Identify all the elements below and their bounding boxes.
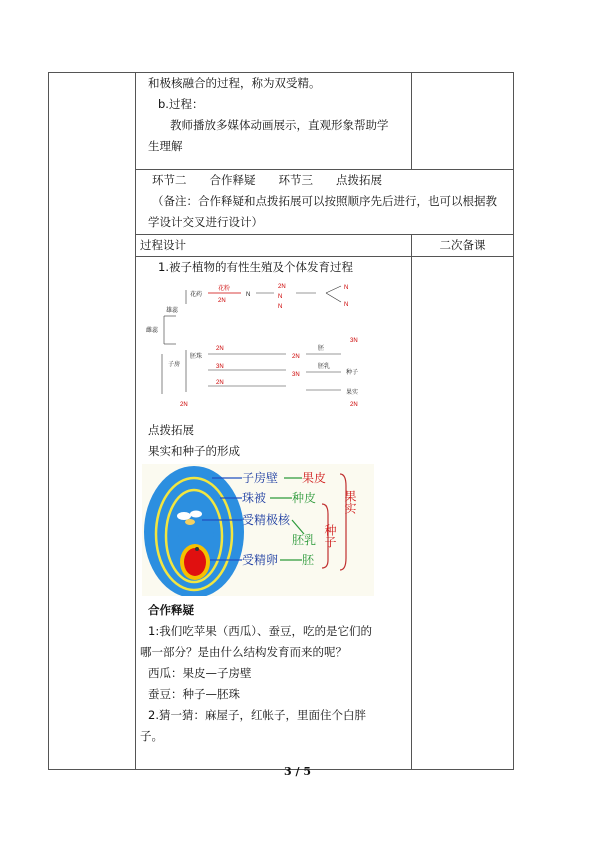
text-line: 2.猜一猜：麻屋子，红帐子，里面住个白胖 [148, 708, 366, 722]
diagram-label: 胚 [318, 346, 325, 352]
diagram-label: 3N [292, 372, 300, 378]
diagram-label: 胚 [302, 553, 315, 567]
process-cell [136, 257, 412, 770]
subheading: 点拨拓展 [148, 423, 194, 437]
fruit-seed-diagram [142, 464, 374, 596]
subheading: 果实和种子的形成 [148, 444, 240, 458]
diagram-label: 2N [216, 380, 224, 386]
diagram-label: 2N [350, 402, 358, 408]
diagram-label: N [344, 285, 349, 291]
diagram-label: N [278, 294, 283, 300]
text-line: 教师播放多媒体动画展示，直观形象帮助学 [170, 118, 389, 132]
diagram-label: 珠被 [242, 491, 267, 505]
diagram-label: 果实 [346, 390, 359, 396]
text-line: 1:我们吃苹果（西瓜）、蚕豆，吃的是它们的 [148, 624, 372, 638]
left-blank-cell [49, 73, 136, 770]
diagram-label: 果实 [343, 490, 357, 514]
text-line: 生理解 [148, 139, 183, 153]
header-process: 过程设计 [136, 235, 412, 257]
diagram-label: 胚珠 [190, 354, 203, 360]
diagram-label: 胚乳 [318, 364, 331, 370]
text-line: 哪一部分？是由什么结构发育而来的呢？ [140, 645, 347, 659]
diagram-label: 胚乳 [292, 533, 317, 547]
reproduction-diagram [146, 282, 376, 414]
text-line: 西瓜：果皮—子房壁 [148, 666, 252, 680]
diagram-label: 2N [278, 284, 286, 290]
text-line: 和极核融合的过程，称为双受精。 [148, 76, 321, 90]
diagram-label: N [246, 292, 251, 298]
diagram-label: 2N [292, 354, 300, 360]
second-prep-cell [412, 257, 514, 770]
text-line: 子。 [140, 729, 163, 743]
page-number: 3 / 5 [284, 765, 311, 778]
table-row [49, 73, 514, 170]
diagram-label: 子房壁 [242, 471, 279, 485]
note-line: 学设计交叉进行设计） [148, 215, 263, 229]
subheading: 合作释疑 [148, 603, 194, 617]
diagram-label: N [344, 302, 349, 308]
note-line: （备注：合作释疑和点拨拓展可以按照顺序先后进行，也可以根据教 [152, 194, 497, 208]
diagram-label: 果皮 [302, 471, 327, 485]
stage-cell [136, 170, 514, 235]
diagram-label: 雄蕊 [166, 308, 179, 314]
diagram-label: 受精卵 [242, 553, 279, 567]
text-line: 蚕豆：种子—胚珠 [148, 687, 240, 701]
text-line: b.过程： [158, 97, 204, 111]
diagram-label: 3N [350, 338, 358, 344]
lesson-table [48, 72, 514, 770]
diagram-label: 受精极核 [242, 513, 291, 527]
diagram-label: N [278, 304, 283, 310]
diagram-label: 3N [216, 364, 224, 370]
diagram-label: 种子 [346, 370, 359, 376]
diagram-label: 花药 [190, 292, 203, 298]
diagram-label: 雌蕊 [146, 328, 159, 334]
header-second-prep: 二次备课 [412, 235, 514, 257]
diagram-label: 子房 [168, 362, 181, 368]
diagram-label: 2N [218, 298, 226, 304]
item-title: 1.被子植物的有性生殖及个体发育过程 [158, 260, 353, 274]
content-cell [136, 73, 412, 170]
diagram-label: 种皮 [292, 491, 317, 505]
right-blank-cell [412, 73, 514, 170]
diagram-label: 2N [216, 346, 224, 352]
diagram-label: 2N [180, 402, 188, 408]
stage-line: 环节二 合作释疑 环节三 点拨拓展 [152, 173, 382, 187]
diagram-label: 花粉 [218, 286, 231, 292]
diagram-label: 种子 [323, 524, 337, 548]
